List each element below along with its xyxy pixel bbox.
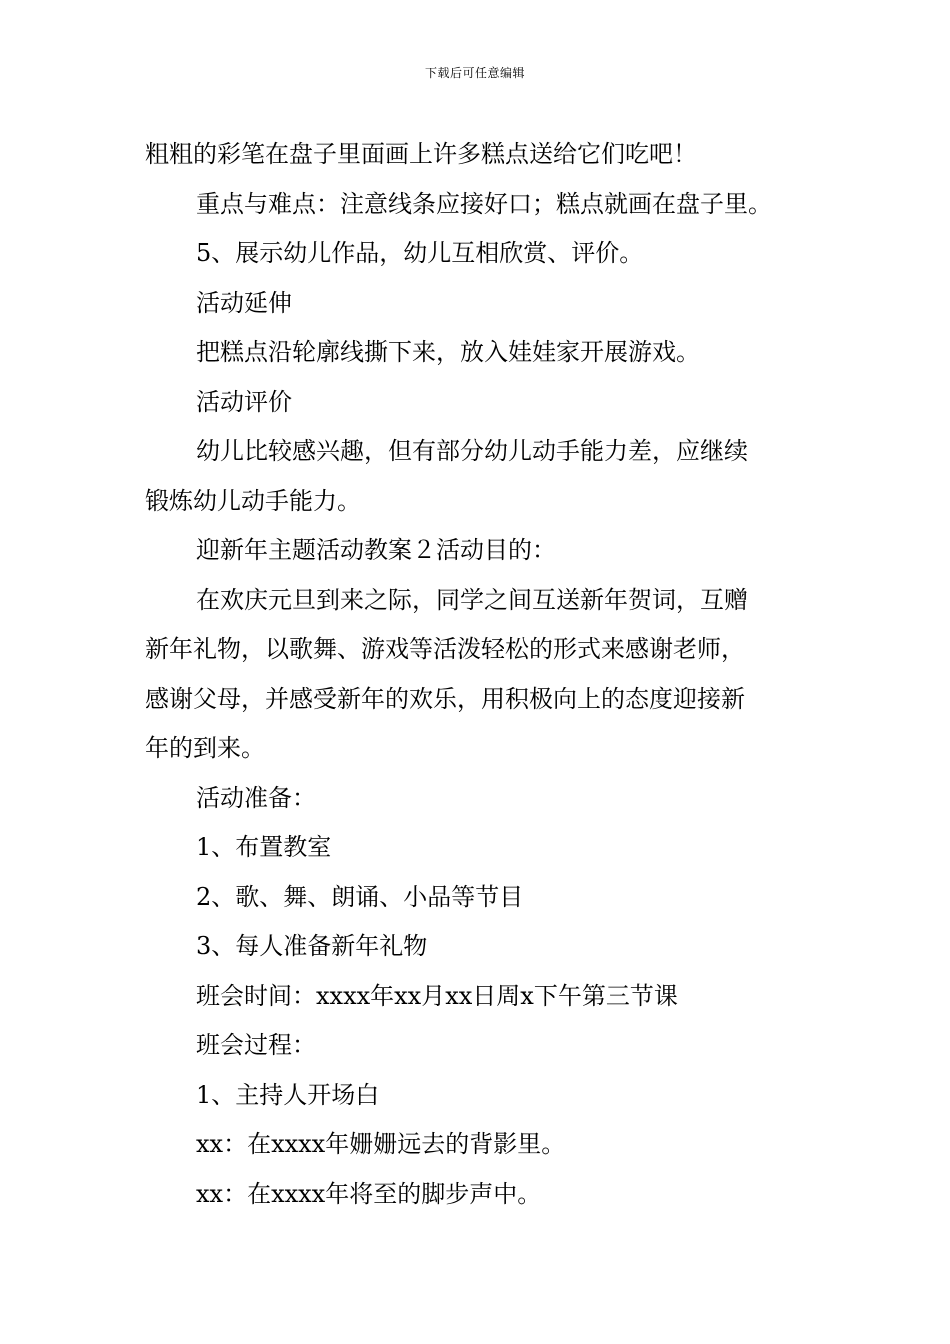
text-line: 新年礼物，以歌舞、游戏等活泼轻松的形式来感谢老师，: [145, 635, 745, 663]
section-heading: 迎新年主题活动教案２活动目的：: [196, 536, 556, 564]
text-line: 锻炼幼儿动手能力。: [145, 486, 361, 515]
list-item: 2、歌、舞、朗诵、小品等节目: [196, 882, 524, 911]
text-line: 班会时间：xxxx年xx月xx日周x下午第三节课: [196, 981, 678, 1010]
list-item: 1、主持人开场白: [196, 1080, 380, 1109]
page-header: 下载后可任意编辑: [424, 66, 525, 80]
text-line: 重点与难点：注意线条应接好口；糕点就画在盘子里。: [196, 189, 772, 218]
text-line: xx：在xxxx年姗姗远去的背影里。: [196, 1130, 566, 1158]
text-line: 幼儿比较感兴趣，但有部分幼儿动手能力差，应继续: [196, 437, 748, 465]
section-heading: 活动延伸: [196, 288, 292, 317]
text-line: 把糕点沿轮廓线撕下来，放入娃娃家开展游戏。: [196, 338, 700, 366]
text-line: 5、展示幼儿作品，幼儿互相欣赏、评价。: [196, 239, 644, 267]
document-body: [145, 130, 810, 1219]
list-item: 1、布置教室: [196, 833, 332, 861]
text-line: xx：在xxxx年将至的脚步声中。: [196, 1179, 542, 1208]
section-heading: 活动评价: [196, 387, 292, 416]
section-heading: 班会过程：: [196, 1031, 316, 1059]
section-heading: 活动准备：: [196, 783, 316, 812]
text-line: 在欢庆元旦到来之际，同学之间互送新年贺词，互赠: [196, 585, 748, 614]
text-line: 感谢父母，并感受新年的欢乐，用积极向上的态度迎接新: [145, 684, 745, 713]
text-line: 粗粗的彩笔在盘子里面画上许多糕点送给它们吃吧！: [145, 140, 697, 168]
list-item: 3、每人准备新年礼物: [196, 932, 428, 960]
text-line: 年的到来。: [145, 734, 265, 762]
